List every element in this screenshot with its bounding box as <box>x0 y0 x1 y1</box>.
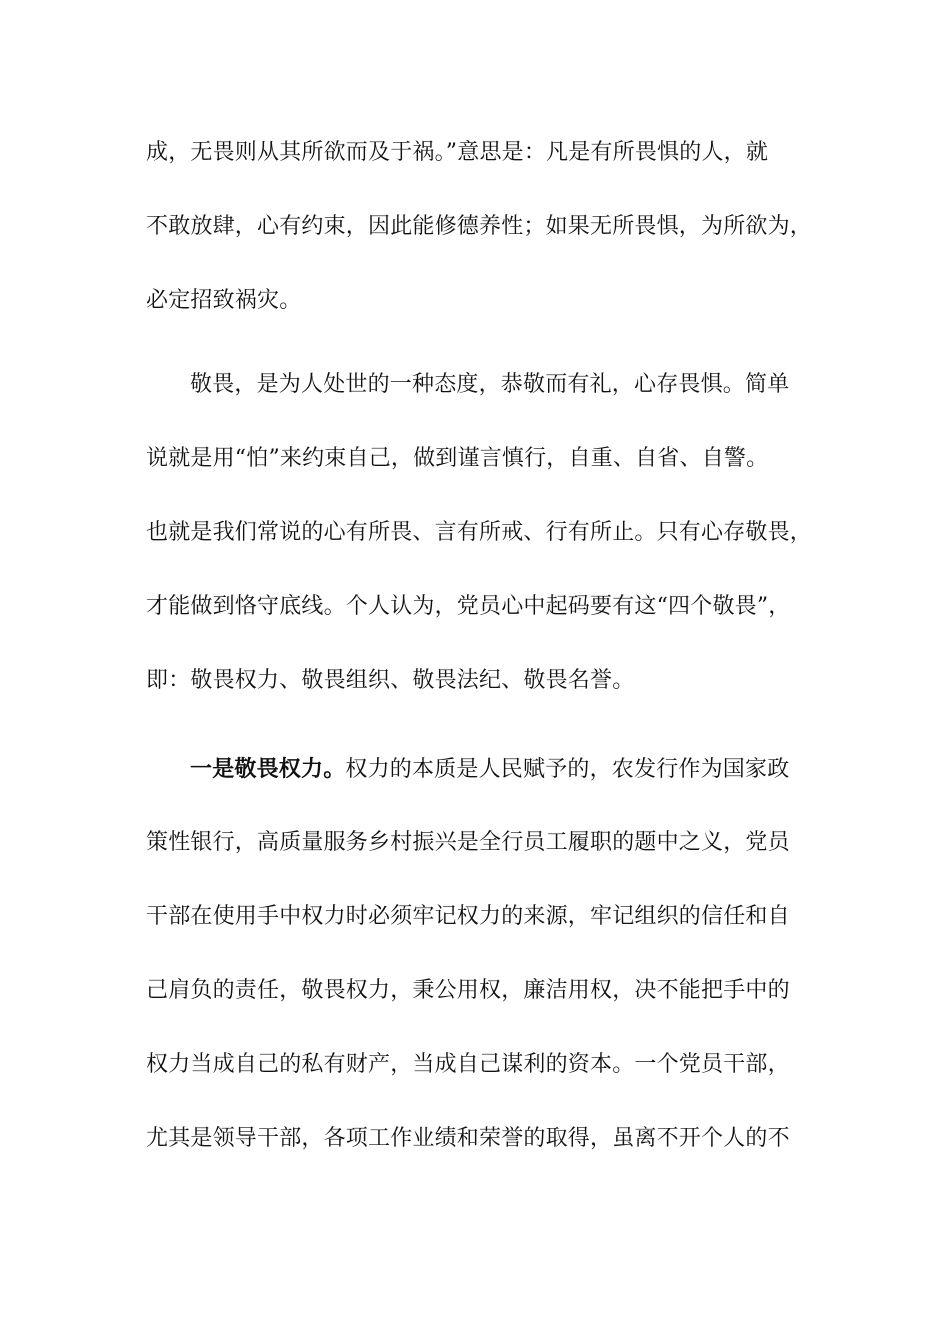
paragraph-3-line-1-text: 权力的本质是人民赋予的，农发行作为国家政 <box>345 757 790 782</box>
paragraph-1-line-2: 不敢放肆，心有约束，因此能修德养性；如果无所畏惧，为所欲为， <box>146 214 813 239</box>
paragraph-2-line-1: 敬畏，是为人处世的一种态度，恭敬而有礼，心存畏惧。简单 <box>190 372 790 397</box>
paragraph-2-line-3: 也就是我们常说的心有所畏、言有所戒、行有所止。只有心存敬畏， <box>146 520 813 545</box>
paragraph-1-line-3: 必定招致祸灾。 <box>146 288 302 313</box>
paragraph-2-line-4: 才能做到恪守底线。个人认为，党员心中起码要有这“四个敬畏”， <box>146 594 791 619</box>
paragraph-3-heading: 一是敬畏权力。 <box>190 756 346 782</box>
paragraph-3-line-6: 尤其是领导干部，各项工作业绩和荣誉的取得，虽离不开个人的不 <box>146 1126 790 1151</box>
paragraph-2-line-2: 说就是用“怕”来约束自己，做到谨言慎行，自重、自省、自警。 <box>146 446 769 471</box>
paragraph-1-line-1: 成，无畏则从其所欲而及于祸。”意思是：凡是有所畏惧的人，就 <box>146 140 769 165</box>
paragraph-3-line-3: 干部在使用手中权力时必须牢记权力的来源，牢记组织的信任和自 <box>146 904 790 929</box>
paragraph-3-line-1 <box>190 752 806 786</box>
paragraph-3-line-2: 策性银行，高质量服务乡村振兴是全行员工履职的题中之义，党员 <box>146 830 790 855</box>
paragraph-2-line-5: 即：敬畏权力、敬畏组织、敬畏法纪、敬畏名誉。 <box>146 668 635 693</box>
paragraph-3-line-5: 权力当成自己的私有财产，当成自己谋利的资本。一个党员干部， <box>146 1052 790 1077</box>
paragraph-3-line-4: 己肩负的责任，敬畏权力，秉公用权，廉洁用权，决不能把手中的 <box>146 978 790 1003</box>
